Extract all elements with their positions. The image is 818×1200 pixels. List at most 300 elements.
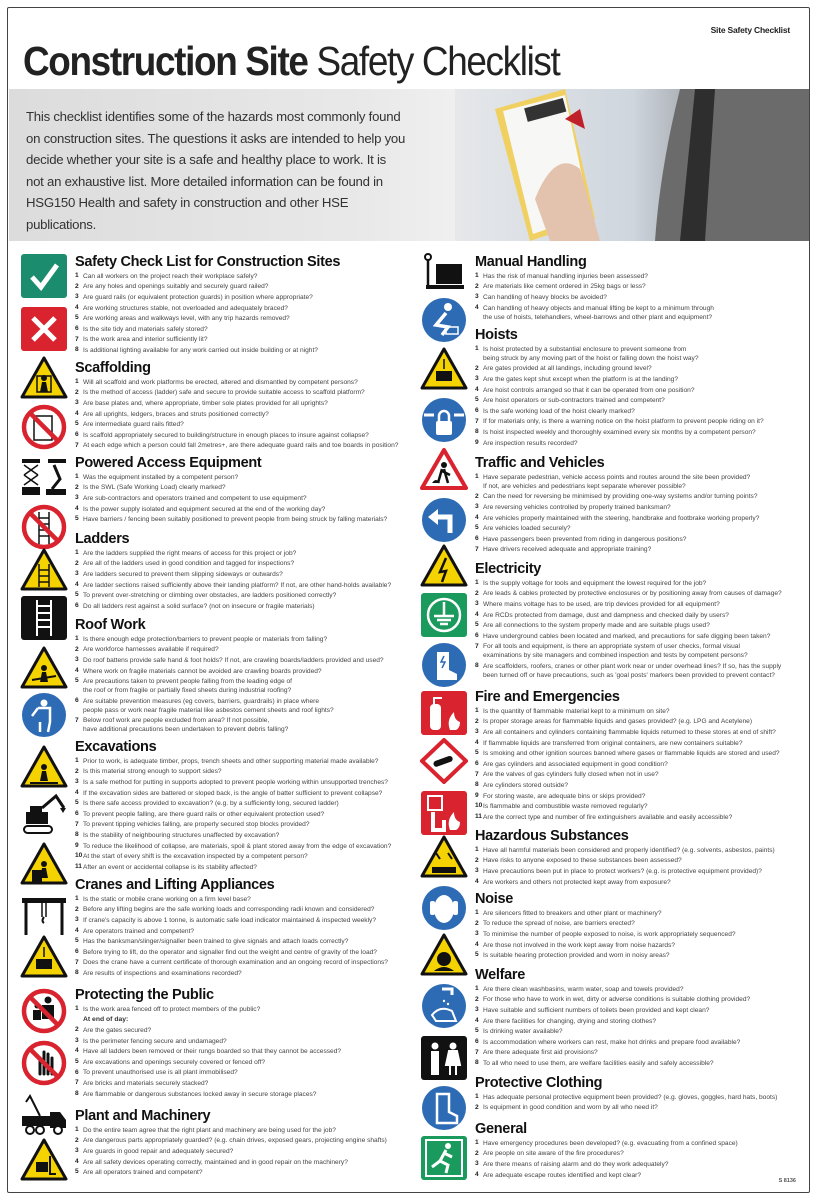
cross-icon: [20, 306, 68, 352]
scaffold-warning-icon: [20, 356, 68, 402]
item-question: Before any lifting begins are the safe working loads and corresponding radii known and considered?: [83, 906, 375, 914]
section-title: Scaffolding: [75, 360, 151, 376]
item-question: Have separate pedestrian, vehicle access points and routes around the site been provided? If not, are vehicles and pedestrians kept separate wherever possible?: [483, 473, 751, 490]
item-number: 4: [75, 1157, 79, 1165]
item-number: 3: [475, 867, 479, 875]
checklist-item: [475, 545, 815, 556]
item-question: For all tools and equipment, is there an appropriate system of user checks, formal visual examinations by site managers and combined inspection and tests by competent persons?: [483, 643, 748, 660]
item-question: Are workforce harnesses available if required?: [83, 646, 219, 654]
checklist-item: [475, 472, 815, 492]
emergency-exit-icon: [420, 1135, 468, 1181]
item-question: Do all ladders rest against a solid surface? (not on insecure or fragile materials): [83, 602, 315, 610]
item-number: 3: [75, 399, 79, 407]
item-number: 6: [75, 430, 79, 438]
item-number: 1: [75, 272, 79, 279]
item-question: Are ladder sections raised sufficiently above their landing platform? If not, are other hand-holds available?: [83, 581, 392, 589]
checklist-item: [475, 738, 815, 749]
product-code: S 8136: [778, 1178, 796, 1184]
item-question: Are reversing vehicles controlled by properly trained banksman?: [483, 503, 671, 511]
item-number: 8: [75, 969, 79, 977]
item-question: Have all harmful materials been considered and properly identified? (e.g. solvents, asbestos, paints): [483, 846, 775, 854]
item-number: 8: [475, 1059, 479, 1067]
item-number: 2: [75, 388, 79, 396]
suspended-load-warning-icon: [20, 935, 68, 981]
item-number: 3: [75, 1036, 79, 1044]
section-title: Cranes and Lifting Appliances: [75, 877, 275, 893]
section-manual-handling: [475, 254, 815, 322]
item-question: Have passengers been prevented from riding in dangerous positions?: [483, 535, 687, 543]
checklist-item: [475, 1159, 815, 1170]
section-welfare: [475, 967, 815, 1069]
item-question: Are all operators trained and competent?: [83, 1169, 203, 1177]
checklist-item: [75, 1146, 415, 1157]
item-question: If crane's capacity is above 1 tonne, is automatic safe load indicator maintained & inspected weekly?: [83, 916, 377, 924]
section-protective-clothing: [475, 1075, 815, 1113]
checklist-item: [475, 950, 815, 961]
item-question: Has the banksman/slinger/signaller been trained to give signals and attach loads correctly?: [83, 938, 349, 946]
item-number: 6: [75, 1068, 79, 1076]
toilets-icon: [420, 1035, 468, 1081]
trip-fall-warning-icon: [20, 745, 68, 791]
item-question: Can all workers on the project reach their workplace safely?: [83, 272, 258, 280]
section-title: Manual Handling: [475, 254, 587, 270]
item-question: Are all connections to the system properly made and are suitable plugs used?: [483, 622, 710, 630]
item-number: 4: [475, 385, 479, 393]
item-number: 6: [75, 947, 79, 955]
section-traffic-and-vehicles: [475, 455, 815, 555]
crane-truck-icon: [20, 1092, 68, 1138]
item-question: Below roof work are people excluded from area? If not possible, have additional precautions been undertaken to prevent debris falling?: [83, 717, 289, 734]
checklist-item: [475, 661, 815, 681]
checklist-item: [475, 364, 815, 375]
item-number: 7: [475, 545, 479, 553]
item-question: Are precautions taken to prevent people falling from the leading edge of the roof or from fragile or partially fixed sheets during industrial roofing?: [83, 678, 292, 695]
fire-extinguisher-icon: [420, 690, 468, 736]
item-question: Are ladders secured to prevent them slipping sideways or outwards?: [83, 570, 283, 578]
powered-access-platform-icon: [20, 455, 68, 501]
checklist-item: [75, 767, 415, 778]
item-number: 5: [475, 1027, 479, 1035]
checklist-item: [75, 1089, 415, 1100]
item-question: Are working structures stable, not overloaded and adequately braced?: [83, 304, 288, 312]
item-number: 1: [475, 909, 479, 916]
checklist-item: [75, 271, 415, 282]
item-number: 3: [75, 778, 79, 786]
item-number: 1: [475, 345, 479, 352]
item-number: 3: [75, 1147, 79, 1155]
section-cranes-and-lifting-appliances: [75, 877, 415, 979]
item-number: 2: [475, 717, 479, 725]
section-title: Plant and Machinery: [75, 1108, 211, 1124]
checklist-item: [75, 1167, 415, 1178]
item-number: 7: [475, 770, 479, 778]
section-fire-and-emergencies: [475, 689, 815, 823]
item-number: 2: [475, 919, 479, 927]
item-number: 1: [75, 549, 79, 556]
item-number: 10: [475, 802, 483, 810]
item-question: Is the SWL (Safe Working Load) clearly marked?: [83, 484, 226, 492]
item-number: 2: [475, 995, 479, 1003]
checklist-item: [475, 717, 815, 728]
item-question: For those who have to work in wet, dirty or adverse conditions is suitable clothing provided?: [483, 996, 751, 1004]
lift-correctly-mandatory-icon: [420, 297, 468, 343]
item-number: 6: [75, 324, 79, 332]
checklist-item: [475, 438, 815, 449]
item-number: 7: [75, 958, 79, 966]
item-question: Is there safe access provided to excavation? (e.g. by a sufficiently long, secured ladder): [83, 800, 339, 808]
item-number: 7: [475, 642, 479, 650]
checklist-item: [75, 590, 415, 601]
checklist-item: [475, 845, 815, 856]
earth-icon: [420, 592, 468, 638]
checklist-item: [75, 1036, 415, 1047]
excavator-icon: [20, 790, 68, 836]
item-number: 7: [75, 335, 79, 343]
item-question: Are hoist operators or sub-contractors trained and competent?: [483, 397, 665, 405]
excavation-fall-warning-icon: [20, 842, 68, 888]
suspended-load-warning-icon: [420, 347, 468, 393]
ear-protection-icon: [420, 885, 468, 931]
checklist-item: [475, 395, 815, 406]
checklist-item: [475, 642, 815, 662]
item-question: Is the stability of neighbouring structures unaffected by excavation?: [83, 831, 280, 839]
item-question: Can handling of heavy blocks be avoided?: [483, 293, 607, 301]
checklist-item: [75, 1078, 415, 1089]
checklist-item: [475, 856, 815, 867]
checklist-item: [75, 514, 415, 525]
checklist-item: [475, 417, 815, 428]
item-question: Is flammable and combustible waste removed regularly?: [483, 803, 648, 811]
item-number: 5: [475, 749, 479, 757]
item-question: Are hoist controls arranged so that it can be operated from one position?: [483, 386, 695, 394]
item-number: 5: [475, 524, 479, 532]
checklist-item: [475, 812, 815, 823]
item-number: 2: [75, 483, 79, 491]
section-hazardous-substances: [475, 828, 815, 887]
item-number: 1: [75, 895, 79, 902]
item-number: 1: [475, 707, 479, 714]
item-question: Are workers and others not protected kept away from exposure?: [483, 878, 671, 886]
section-title: Electricity: [475, 561, 542, 577]
item-question: Are all uprights, ledgers, braces and struts positioned correctly?: [83, 410, 269, 418]
checklist-item: [475, 610, 815, 621]
item-question: Have barriers / fencing been suitably positioned to prevent people from being struck by falling materials?: [83, 516, 388, 524]
item-question: Are the gates kept shut except when the platform is at the landing?: [483, 375, 679, 383]
checklist-item: [75, 324, 415, 335]
item-question: Has adequate personal protective equipment been provided? (e.g. gloves, goggles, hard hats, boots): [483, 1093, 778, 1101]
item-question: Are all of the ladders used in good condition and tagged for inspections?: [83, 560, 295, 568]
checklist-item: [75, 1068, 415, 1079]
item-question: Is the safe working load of the hoist clearly marked?: [483, 407, 635, 415]
item-question: Are intermediate guard rails fitted?: [83, 421, 184, 429]
checklist-item: [475, 877, 815, 888]
checklist-item: [75, 716, 415, 736]
item-question: Does the crane have a current certificate of thorough examination and an ongoing record of inspections?: [83, 959, 388, 967]
item-question: Can the need for reversing be minimised by providing one-way systems and/or turning points?: [483, 493, 758, 501]
checklist-item: [75, 548, 415, 559]
item-number: 1: [75, 1005, 79, 1012]
checklist-item: [75, 569, 415, 580]
title-light: Safety Checklist: [316, 38, 560, 84]
item-question: Are sub-contractors and operators trained and competent to use equipment?: [83, 494, 307, 502]
item-question: Where mains voltage has to be used, are trip devices provided for all equipment?: [483, 600, 720, 608]
title-bold: Construction Site: [23, 38, 308, 84]
item-number: 5: [75, 1168, 79, 1176]
item-question: Are all containers and cylinders containing flammable liquids returned to these stores at end of shift?: [483, 728, 776, 736]
item-number: 1: [75, 1126, 79, 1133]
no-scaffold-climbing-icon: [20, 404, 68, 450]
item-question: Are those not involved in the work kept away from noise hazards?: [483, 941, 676, 949]
item-question: Are there adequate first aid provisions?: [483, 1049, 598, 1057]
checklist-item: [475, 1048, 815, 1059]
checklist-item: [475, 727, 815, 738]
item-question: Is additional lighting available for any work carried out inside building or at night?: [83, 346, 318, 354]
section-powered-access-equipment: [75, 455, 415, 525]
checklist-item: [75, 472, 415, 483]
item-number: 7: [75, 1079, 79, 1087]
checklist-item: [475, 589, 815, 600]
checklist-item: [75, 756, 415, 767]
item-number: 1: [475, 473, 479, 480]
item-number: 8: [75, 831, 79, 839]
item-question: If the excavation sides are battered or sloped back, is the angle of batter sufficient to prevent collapse?: [83, 789, 383, 797]
checklist-item: [475, 706, 815, 717]
section-noise: [475, 891, 815, 961]
checklist-item: [75, 788, 415, 799]
item-number: 2: [475, 856, 479, 864]
item-number: 2: [75, 559, 79, 567]
section-roof-work: [75, 617, 415, 735]
item-question: Are cylinders stored outside?: [483, 781, 569, 789]
ladder-warning-icon: [20, 548, 68, 594]
item-number: 2: [475, 589, 479, 597]
item-question: Are dangerous parts appropriately guarded? (e.g. chain drives, exposed gears, projecting engine shafts): [83, 1137, 387, 1145]
intro-text: This checklist identifies some of the hazards most commonly found on construction sites. The questions it asks are intended to help you decide whether your site is a safe and healthy place to work. It is not an exhaustive list. More detailed information can be found in HSG150 Health and safety in construction and other HSE publications.: [26, 109, 406, 232]
checklist-item: [75, 483, 415, 494]
section-plant-and-machinery: [75, 1108, 415, 1178]
item-question: Are there means of raising alarm and do they work adequately?: [483, 1160, 669, 1168]
item-question: Is the quantity of flammable material kept to a minimum on site?: [483, 707, 670, 715]
checklist-item: [75, 655, 415, 666]
item-question: Is the perimeter fencing secure and undamaged?: [83, 1037, 227, 1045]
checklist-item: [475, 801, 815, 812]
item-number: 5: [75, 515, 79, 523]
item-number: 4: [75, 926, 79, 934]
item-number: 7: [75, 820, 79, 828]
item-question: Are silencers fitted to breakers and other plant or machinery?: [483, 909, 662, 917]
item-number: 4: [75, 303, 79, 311]
item-number: 3: [475, 1160, 479, 1168]
checklist-item: [75, 419, 415, 430]
checklist-item: [75, 303, 415, 314]
checklist-item: [75, 377, 415, 388]
item-question: Are excavations and openings securely covered or fenced off?: [83, 1058, 266, 1066]
item-question: Are vehicles loaded securely?: [483, 525, 571, 533]
item-question: Are base plates and, where appropriate, timber sole plates provided for all uprights?: [83, 399, 328, 407]
pallet-truck-icon: [420, 252, 468, 298]
item-question: Are suitable prevention measures (eg covers, barriers, guardrails) in place where people pass or work near fragile material like asbestos cement sheets and roof lights?: [83, 697, 334, 714]
item-question: Before trying to lift, do the operator and signaller find out the weight and centre of gravity of the load?: [83, 948, 377, 956]
item-number: 8: [475, 662, 479, 670]
item-number: 2: [75, 1026, 79, 1034]
item-number: 1: [75, 378, 79, 385]
item-question: Have underground cables been located and marked, and precautions for safe digging been taken?: [483, 632, 771, 640]
item-question: Has the risk of manual handling injuries been assessed?: [483, 272, 648, 280]
item-question: To prevent over-stretching or climbing over obstacles, are ladders positioned correctly?: [83, 592, 337, 600]
item-number: 10: [75, 852, 83, 860]
item-number: 1: [475, 272, 479, 279]
item-number: 8: [475, 428, 479, 436]
checklist-item: [75, 841, 415, 852]
item-question: Have risks to anyone exposed to these substances been assessed?: [483, 857, 682, 865]
checklist-item: [475, 919, 815, 930]
item-question: Where work on fragile materials cannot be avoided are crawling boards provided?: [83, 667, 322, 675]
item-question: Is the site tidy and materials safely stored?: [83, 325, 208, 333]
item-question: At each edge which a person could fall 2metres+, are there adequate guard rails and toe boards in position?: [83, 442, 399, 450]
section-title: Welfare: [475, 967, 526, 983]
item-number: 6: [475, 534, 479, 542]
item-subheading: At end of day:: [83, 1015, 129, 1023]
item-question: Are materials like cement ordered in 25kg bags or less?: [483, 283, 646, 291]
checklist-item: [75, 676, 415, 696]
item-question: Is scaffold appropriately secured to building/structure in enough places to insure against collapse?: [83, 431, 369, 439]
checklist-item: [475, 1149, 815, 1160]
item-question: Are inspection results recorded?: [483, 439, 578, 447]
item-number: 4: [475, 303, 479, 311]
checklist-item: [75, 820, 415, 831]
checklist-item: [75, 634, 415, 645]
flammable-gas-icon: [420, 738, 468, 784]
item-question: Have all ladders been removed or their rungs boarded so that they cannot be accessed?: [83, 1048, 342, 1056]
item-number: 4: [475, 1016, 479, 1024]
item-question: Are flammable or dangerous substances locked away in secure storage places?: [83, 1090, 317, 1098]
item-number: 3: [75, 916, 79, 924]
checklist-item: [475, 620, 815, 631]
checklist-item: [75, 894, 415, 905]
checklist-item: [475, 1058, 815, 1069]
harness-mandatory-icon: [20, 692, 68, 738]
checklist-item: [75, 580, 415, 591]
item-question: Are bricks and materials securely stacked?: [83, 1079, 209, 1087]
checklist-item: [475, 866, 815, 877]
checklist-item: [475, 631, 815, 642]
checklist-item: [475, 759, 815, 770]
item-question: Are guard rails (or equivalent protection guards) in position where appropriate?: [83, 293, 313, 301]
item-number: 7: [75, 716, 79, 724]
item-number: 5: [75, 591, 79, 599]
item-question: Is proper storage areas for flammable liquids and gases provided? (e.g. LPG and Acetylene): [483, 718, 753, 726]
checklist-item: [475, 929, 815, 940]
item-question: Is hoist protected by a substantial enclosure to prevent someone from being struck by any moving part of the hoist or falling down the hoist way?: [483, 345, 699, 362]
item-number: 2: [475, 364, 479, 372]
checklist-item: [75, 968, 415, 979]
checklist-item: [75, 666, 415, 677]
item-number: 2: [475, 1149, 479, 1157]
checklist-item: [75, 798, 415, 809]
item-question: Are gates provided at all landings, including ground level?: [483, 365, 652, 373]
item-question: Are adequate escape routes identified and kept clear?: [483, 1171, 641, 1179]
checklist-item: [75, 1125, 415, 1136]
forklift-warning-icon: [20, 1138, 68, 1184]
item-question: Is smoking and other ignition sources banned where gases or flammable liquids are stored and used?: [483, 750, 780, 758]
item-number: 3: [75, 293, 79, 301]
item-question: Is the work area fenced off to protect members of the public?: [83, 1005, 261, 1013]
item-number: 6: [475, 631, 479, 639]
item-question: To prevent unauthorised use is all plant immobilised?: [83, 1069, 238, 1077]
checklist-item: [75, 1057, 415, 1068]
checklist-item: [475, 599, 815, 610]
no-pedestrians-icon: [20, 988, 68, 1034]
item-number: 3: [475, 503, 479, 511]
checklist-item: [475, 1037, 815, 1048]
checklist-item: [475, 513, 815, 524]
checklist-item: [75, 1004, 415, 1015]
item-number: 5: [75, 937, 79, 945]
checklist-item: [75, 335, 415, 346]
item-number: 6: [475, 1037, 479, 1045]
item-question: Have drivers received adequate and appropriate training?: [483, 546, 652, 554]
item-question: Have suitable and sufficient numbers of toilets been provided and kept clean?: [483, 1006, 710, 1014]
section-general: [475, 1121, 815, 1180]
item-number: 3: [475, 1006, 479, 1014]
checklist-item: [475, 1016, 815, 1027]
item-question: Are working areas and walkways level, with any trip hazards removed?: [83, 315, 290, 323]
item-question: Is equipment in good condition and worn by all who need it?: [483, 1104, 658, 1112]
item-question: Have precautions been put in place to protect workers? (e.g. is protective equipment provided)?: [483, 867, 762, 875]
item-number: 11: [475, 812, 482, 820]
item-question: Is hoist inspected weekly and thoroughly examined every six months by a competent person?: [483, 428, 756, 436]
checklist-item: [475, 908, 815, 919]
item-question: Is suitable hearing protection provided and worn in noisy areas?: [483, 952, 670, 960]
item-question: Are leads & cables protected by protective enclosures or by positioning away from causes of damage?: [483, 590, 782, 598]
checklist-item: [475, 385, 815, 396]
checklist-item: [75, 493, 415, 504]
item-number: 5: [475, 621, 479, 629]
item-number: 7: [75, 441, 79, 449]
item-question: Are results of inspections and examinations recorded?: [83, 969, 242, 977]
checklist-item: [75, 282, 415, 293]
item-number: 4: [475, 738, 479, 746]
item-question: Is there enough edge protection/barriers to prevent people or materials from falling?: [83, 635, 328, 643]
item-question: Are people on site aware of the fire procedures?: [483, 1150, 624, 1158]
checklist-item: [75, 504, 415, 515]
checklist-item: [75, 947, 415, 958]
item-number: 3: [475, 600, 479, 608]
item-number: 5: [475, 951, 479, 959]
item-question: Are guards in good repair and adequately secured?: [83, 1147, 234, 1155]
checklist-item: [75, 936, 415, 947]
item-number: 4: [75, 580, 79, 588]
checklist-item: [475, 1103, 815, 1114]
ladder-icon: [20, 595, 68, 641]
item-question: To all who need to use them, are welfare facilities easily and safely accessible?: [483, 1059, 714, 1067]
item-number: 9: [475, 438, 479, 446]
checklist-item: [75, 851, 415, 862]
section-title: Powered Access Equipment: [75, 455, 262, 471]
item-number: 4: [475, 610, 479, 618]
no-unauthorised-access-icon: [20, 1040, 68, 1086]
wash-hands-icon: [420, 983, 468, 1029]
checklist-item: [75, 559, 415, 570]
checklist-item: [475, 502, 815, 513]
item-question: Are the correct type and number of fire extinguishers available and easily accessible?: [483, 813, 733, 821]
checklist-item: [475, 1138, 815, 1149]
checklist-item: [475, 534, 815, 545]
item-number: 3: [475, 293, 479, 301]
item-number: 2: [75, 1136, 79, 1144]
item-question: To prevent people falling, are there guard rails or other equivalent protection used?: [83, 810, 325, 818]
item-number: 4: [475, 940, 479, 948]
